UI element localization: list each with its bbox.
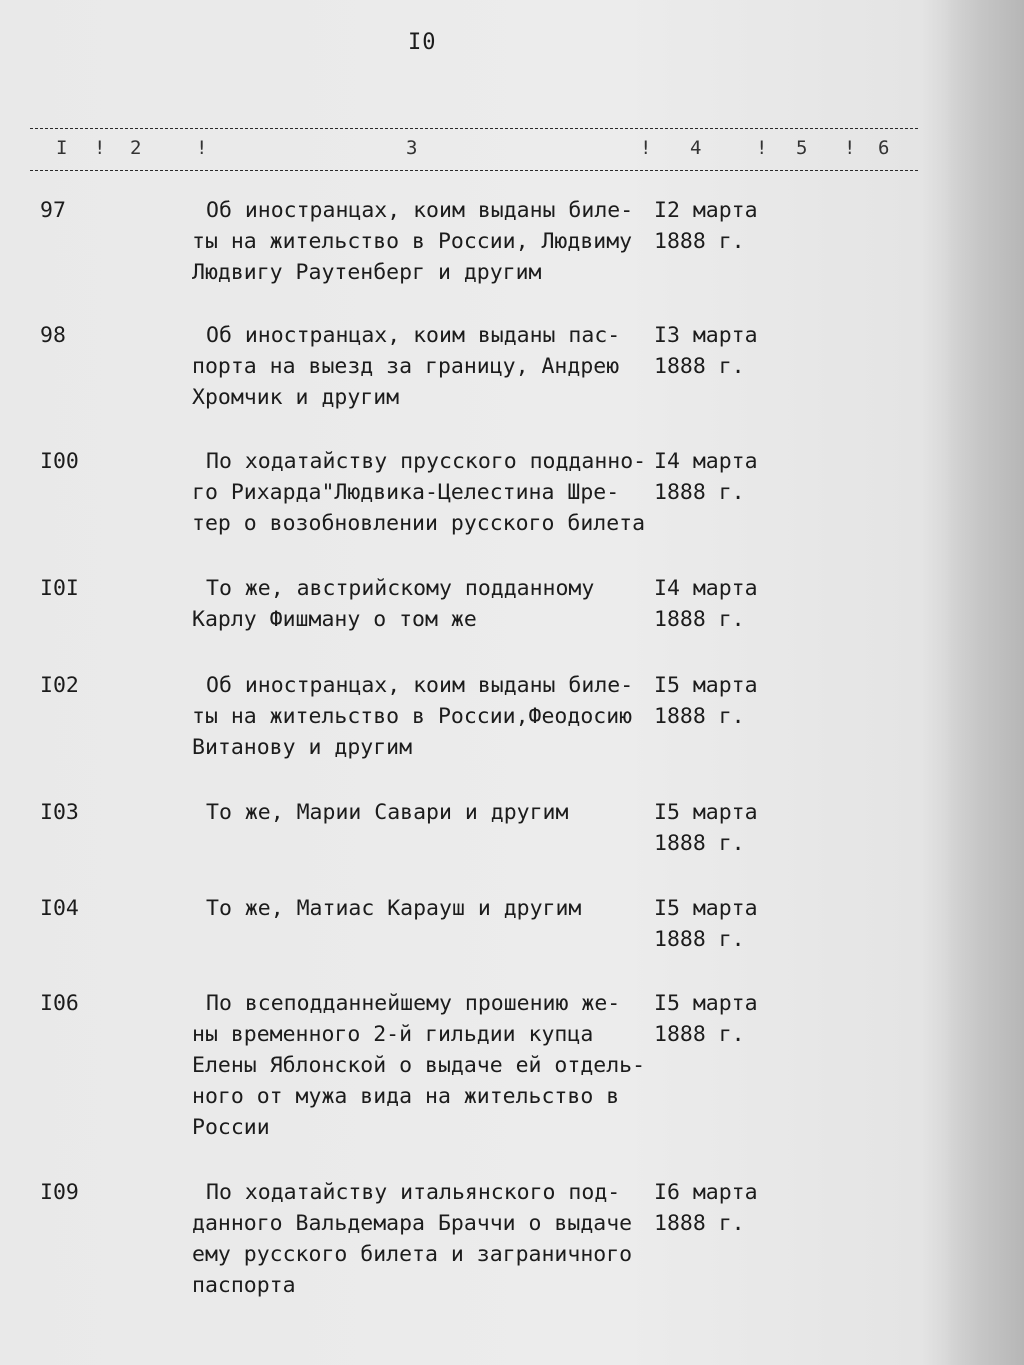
entry-date-day: I2 марта xyxy=(654,198,758,223)
entry-date-day: I5 марта xyxy=(654,673,758,698)
entry-date xyxy=(654,573,758,635)
entry-text-line: Об иностранцах, коим выданы пас- xyxy=(206,323,621,348)
entry-number: I06 xyxy=(40,991,79,1016)
column-separator: ! xyxy=(196,137,208,159)
entry-date xyxy=(654,446,758,508)
entry-text-line: Витанову и другим xyxy=(192,735,413,760)
entry-date xyxy=(654,320,758,382)
entry-date-day: I6 марта xyxy=(654,1180,758,1205)
entry-description xyxy=(192,573,662,635)
column-header-5: 5 xyxy=(796,137,808,159)
entry-date-year: 1888 г. xyxy=(654,480,745,505)
page-number: I0 xyxy=(408,30,437,55)
entry-date xyxy=(654,797,758,859)
entry-text-line: России xyxy=(192,1115,270,1140)
entry-number: 98 xyxy=(40,323,66,348)
entry-description xyxy=(192,195,662,288)
entry-date-day: I5 марта xyxy=(654,991,758,1016)
entry-text-line: По всеподданнейшему прошению же- xyxy=(206,991,621,1016)
entry-text-line: ты на жительство в России,Феодосию xyxy=(192,704,633,729)
column-header-4: 4 xyxy=(690,137,702,159)
entry-date xyxy=(654,893,758,955)
entry-text-line: То же, Матиас Карауш и другим xyxy=(206,896,582,921)
entry-text-line: тер о возобновлении русского билета xyxy=(192,511,646,536)
entry-date xyxy=(654,195,758,257)
entry-text-line: ны временного 2-й гильдии купца xyxy=(192,1022,594,1047)
entry-date-day: I5 марта xyxy=(654,896,758,921)
entry-text-line: По ходатайству прусского подданно- xyxy=(206,449,647,474)
entry-date-day: I4 марта xyxy=(654,449,758,474)
entry-number: I0I xyxy=(40,576,79,601)
entry-text-line: ного от мужа вида на жительство в xyxy=(192,1084,620,1109)
entry-number: I09 xyxy=(40,1180,79,1205)
entry-date xyxy=(654,988,758,1050)
entry-description xyxy=(192,797,662,828)
entry-date-year: 1888 г. xyxy=(654,831,745,856)
column-separator: ! xyxy=(756,137,768,159)
entry-text-line: ему русского билета и заграничного xyxy=(192,1242,633,1267)
entry-text-line: То же, австрийскому подданному xyxy=(206,576,595,601)
entry-description xyxy=(192,1177,662,1301)
entry-text-line: паспорта xyxy=(192,1273,296,1298)
entry-date xyxy=(654,1177,758,1239)
entry-text-line: То же, Марии Савари и другим xyxy=(206,800,569,825)
entry-date-year: 1888 г. xyxy=(654,1022,745,1047)
entry-text-line: Карлу Фишману о том же xyxy=(192,607,477,632)
entry-description xyxy=(192,670,662,763)
column-header-6: 6 xyxy=(878,137,890,159)
entry-date-day: I4 марта xyxy=(654,576,758,601)
entry-date-year: 1888 г. xyxy=(654,607,745,632)
header-bottom-rule xyxy=(30,170,918,171)
entry-text-line: Елены Яблонской о выдаче ей отдель- xyxy=(192,1053,646,1078)
header-top-rule xyxy=(30,128,918,129)
entry-number: I04 xyxy=(40,896,79,921)
entry-date-day: I3 марта xyxy=(654,323,758,348)
entry-date xyxy=(654,670,758,732)
entry-date-year: 1888 г. xyxy=(654,1211,745,1236)
entry-text-line: го Рихарда"Людвика-Целестина Шре- xyxy=(192,480,620,505)
entry-description xyxy=(192,446,662,539)
page-edge-shadow xyxy=(946,0,1024,1365)
column-header-3: 3 xyxy=(406,137,418,159)
entry-text-line: порта на выезд за границу, Андрею xyxy=(192,354,620,379)
entry-number: I03 xyxy=(40,800,79,825)
entry-text-line: Хромчик и другим xyxy=(192,385,400,410)
entry-date-day: I5 марта xyxy=(654,800,758,825)
column-header-2: 2 xyxy=(130,137,142,159)
entry-date-year: 1888 г. xyxy=(654,354,745,379)
entry-description xyxy=(192,893,662,924)
entry-text-line: Людвигу Раутенберг и другим xyxy=(192,260,542,285)
entry-text-line: Об иностранцах, коим выданы биле- xyxy=(206,198,634,223)
column-separator: ! xyxy=(640,137,652,159)
column-separator: ! xyxy=(844,137,856,159)
entry-description xyxy=(192,320,662,413)
entry-text-line: По ходатайству итальянского под- xyxy=(206,1180,621,1205)
entry-text-line: данного Вальдемара Браччи о выдаче xyxy=(192,1211,633,1236)
entry-date-year: 1888 г. xyxy=(654,229,745,254)
entry-date-year: 1888 г. xyxy=(654,927,745,952)
entry-text-line: Об иностранцах, коим выданы биле- xyxy=(206,673,634,698)
entry-number: 97 xyxy=(40,198,66,223)
column-header-1: I xyxy=(56,137,68,159)
entry-number: I00 xyxy=(40,449,79,474)
entry-number: I02 xyxy=(40,673,79,698)
column-separator: ! xyxy=(94,137,106,159)
entry-text-line: ты на жительство в России, Людвиму xyxy=(192,229,633,254)
entry-date-year: 1888 г. xyxy=(654,704,745,729)
entry-description xyxy=(192,988,662,1143)
